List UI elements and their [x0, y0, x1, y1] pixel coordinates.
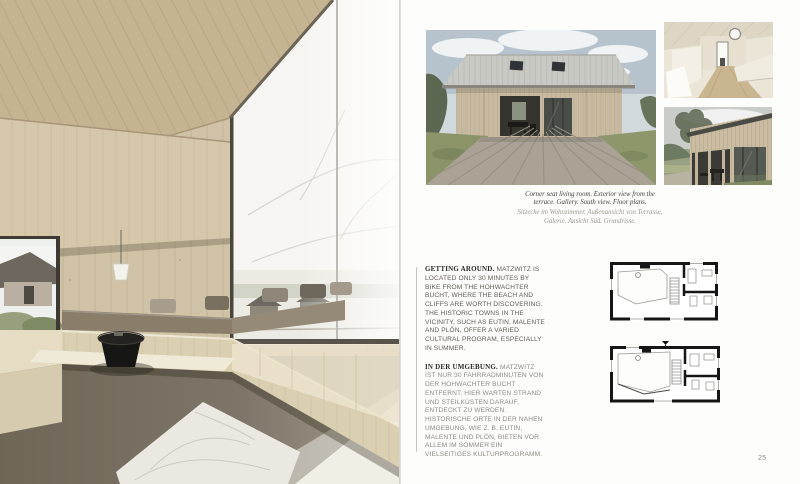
caption-en-line1: Corner seat living room. Exterior view from the — [525, 191, 655, 198]
german-body-text: MATZWITZ IST NUR 30 FAHRRADMINUTEN VON DER HOHWACHTER BUCHT ENTFERNT. HIER WARTEN STRAND UND STEILKÜSTEN DARAUF, ENTDECKT ZU WERDEN. HISTORISCHE ORTE IN DER NAHEN UMGEBUNG, WIE Z. B. EUTIN, MALENTE UND PLÖN, BIETEN VOR ALLEM IM SOMMER EIN VIELSEITIGES KULTURPROGRAMM. — [425, 363, 544, 458]
english-lead-in: GETTING AROUND. — [425, 265, 495, 273]
caption-de-line2: Galerie. Ansicht Süd. Grundrisse. — [543, 217, 636, 225]
ground-floor-plan-drawing — [610, 339, 720, 405]
caption-en-line2: terrace. Gallery. South view. Floor plans. — [533, 199, 647, 207]
south-view-photo — [664, 107, 772, 185]
german-lead-in: IN DER UMGEBUNG. — [425, 362, 499, 371]
exterior-photo-illustration — [426, 30, 656, 185]
article-column — [425, 265, 546, 469]
paragraph-german — [425, 363, 546, 460]
paragraph-english — [425, 265, 546, 354]
south-photo-illustration — [664, 107, 772, 185]
gallery-photo-illustration — [664, 22, 773, 98]
floor-plan-upper — [610, 262, 718, 321]
column-rule — [416, 267, 417, 452]
gallery-photo — [664, 22, 773, 98]
upper-floor-plan-drawing — [610, 262, 718, 321]
photo-caption — [512, 191, 668, 226]
english-body-text: MATZWITZ IS LOCATED ONLY 30 MINUTES BY BIKE FROM THE HOHWACHTER BUCHT, WHERE THE BEACH AND CLIFFS ARE WORTH DISCOVERING. THE HISTORIC TOWNS IN THE VICINITY, SUCH AS EUTIN, MALENTE AND PLÖN, OFFER A VARIED CULTURAL PROGRAM, ESPECIALLY IN SUMMER. — [425, 266, 545, 352]
floor-plan-lower — [610, 339, 720, 405]
page-number: 25 — [758, 455, 767, 462]
caption-de-line1: Sitzecke im Wohnzimmer. Außenansicht von Terrasse, — [517, 209, 663, 217]
page-gutter — [399, 0, 401, 484]
main-exterior-photo — [426, 30, 656, 185]
